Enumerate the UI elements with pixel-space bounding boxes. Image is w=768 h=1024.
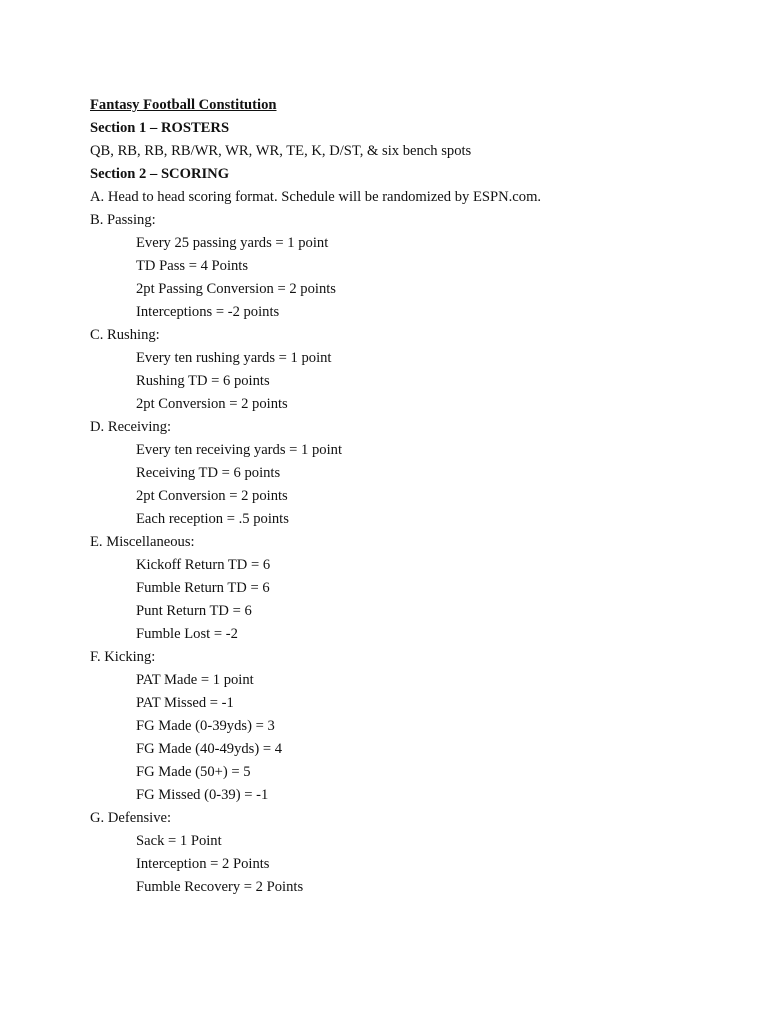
receiving-item: Receiving TD = 6 points <box>136 465 281 481</box>
receiving-item: Each reception = .5 points <box>136 511 289 527</box>
rosters-text: QB, RB, RB, RB/WR, WR, WR, TE, K, D/ST, & six bench spots <box>90 143 472 159</box>
scoring-format-text: A. Head to head scoring format. Schedule will be randomized by ESPN.com. <box>90 189 542 205</box>
kicking-item: FG Made (0-39yds) = 3 <box>136 718 275 734</box>
rushing-item: 2pt Conversion = 2 points <box>136 396 288 412</box>
passing-item: 2pt Passing Conversion = 2 points <box>136 281 336 297</box>
passing-item: Every 25 passing yards = 1 point <box>136 235 329 251</box>
receiving-item: 2pt Conversion = 2 points <box>136 488 288 504</box>
document-page <box>90 94 730 899</box>
defensive-item: Sack = 1 Point <box>136 833 222 849</box>
defensive-item: Interception = 2 Points <box>136 856 270 872</box>
kicking-item: PAT Missed = -1 <box>136 695 234 711</box>
section-2-heading: Section 2 – SCORING <box>90 166 230 182</box>
miscellaneous-item: Fumble Lost = -2 <box>136 626 238 642</box>
rushing-item: Rushing TD = 6 points <box>136 373 270 389</box>
section-1-heading: Section 1 – ROSTERS <box>90 120 230 136</box>
kicking-item: FG Made (40-49yds) = 4 <box>136 741 283 757</box>
kicking-label: F. Kicking: <box>90 649 156 665</box>
miscellaneous-item: Fumble Return TD = 6 <box>136 580 270 596</box>
miscellaneous-item: Punt Return TD = 6 <box>136 603 252 619</box>
kicking-item: PAT Made = 1 point <box>136 672 254 688</box>
rushing-item: Every ten rushing yards = 1 point <box>136 350 332 366</box>
rushing-label: C. Rushing: <box>90 327 160 343</box>
document-title: Fantasy Football Constitution <box>90 97 277 113</box>
miscellaneous-label: E. Miscellaneous: <box>90 534 195 550</box>
receiving-label: D. Receiving: <box>90 419 172 435</box>
receiving-item: Every ten receiving yards = 1 point <box>136 442 342 458</box>
kicking-item: FG Missed (0-39) = -1 <box>136 787 269 803</box>
miscellaneous-item: Kickoff Return TD = 6 <box>136 557 271 573</box>
defensive-item: Fumble Recovery = 2 Points <box>136 879 304 895</box>
passing-item: Interceptions = -2 points <box>136 304 280 320</box>
defensive-label: G. Defensive: <box>90 810 172 826</box>
passing-label: B. Passing: <box>90 212 156 228</box>
passing-item: TD Pass = 4 Points <box>136 258 249 274</box>
kicking-item: FG Made (50+) = 5 <box>136 764 251 780</box>
